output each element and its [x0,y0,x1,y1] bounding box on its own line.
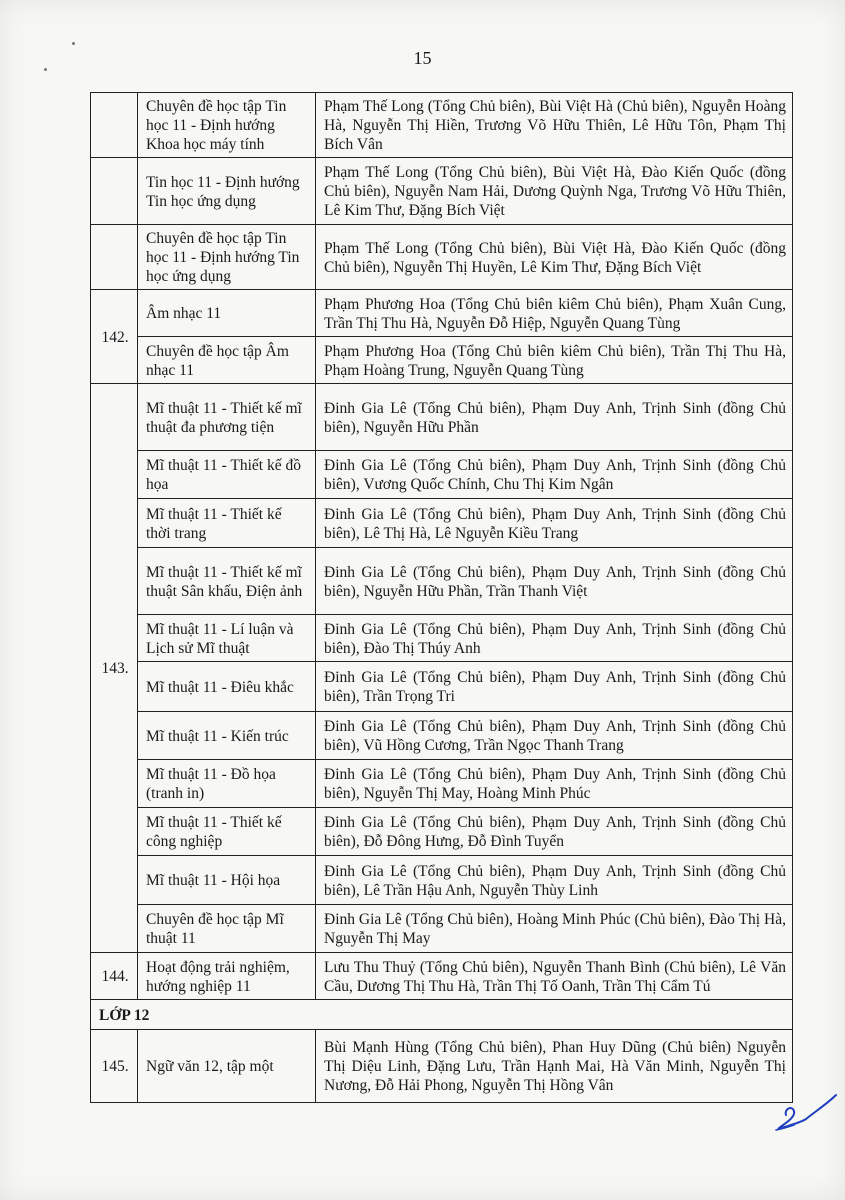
table-row [91,384,793,451]
book-authors: Đinh Gia Lê (Tổng Chủ biên), Phạm Duy Anh, Trịnh Sinh (đồng Chủ biên), Nguyễn Hữu Phần, Trần Thanh Việt [316,548,793,615]
table-row [91,905,793,953]
table-row [91,856,793,905]
table-row [91,158,793,225]
row-number: 142. [91,290,138,384]
page-number: 15 [413,48,432,68]
book-title: Mĩ thuật 11 - Đồ họa (tranh in) [138,760,316,808]
textbook-table [90,92,793,1103]
book-authors: Bùi Mạnh Hùng (Tổng Chủ biên), Phan Huy Dũng (Chủ biên) Nguyễn Thị Diệu Linh, Đặng Lưu, Trần Hạnh Mai, Hà Văn Minh, Nguyễn Thị Nương, Đỗ Hải Phong, Nguyễn Thị Hồng Vân [316,1030,793,1103]
table-row [91,808,793,856]
row-number [91,158,138,225]
table-row [91,615,793,662]
book-title: Chuyên đề học tập Tin học 11 - Định hướng Tin học ứng dụng [138,225,316,290]
table-row [91,548,793,615]
book-title: Mĩ thuật 11 - Lí luận và Lịch sử Mĩ thuật [138,615,316,662]
book-title: Âm nhạc 11 [138,290,316,337]
row-number: 144. [91,953,138,1000]
book-title: Mĩ thuật 11 - Thiết kế mĩ thuật đa phương tiện [138,384,316,451]
grade-section-heading: LỚP 12 [91,1000,793,1030]
book-title: Mĩ thuật 11 - Kiến trúc [138,712,316,760]
table-row [91,499,793,548]
row-number [91,225,138,290]
book-authors: Đinh Gia Lê (Tổng Chủ biên), Phạm Duy Anh, Trịnh Sinh (đồng Chủ biên), Lê Trần Hậu Anh, Nguyễn Thùy Linh [316,856,793,905]
book-authors: Phạm Thế Long (Tổng Chủ biên), Bùi Việt Hà, Đào Kiến Quốc (đồng Chủ biên), Nguyễn Thị Huyền, Lê Kim Thư, Đặng Bích Việt [316,225,793,290]
scan-speck [72,42,75,45]
table-row [91,225,793,290]
book-authors: Đinh Gia Lê (Tổng Chủ biên), Phạm Duy Anh, Trịnh Sinh (đồng Chủ biên), Lê Thị Hà, Lê Nguyễn Kiều Trang [316,499,793,548]
book-title: Mĩ thuật 11 - Hội họa [138,856,316,905]
row-number: 145. [91,1030,138,1103]
section-row [91,1000,793,1030]
book-authors: Đinh Gia Lê (Tổng Chủ biên), Phạm Duy Anh, Trịnh Sinh (đồng Chủ biên), Đào Thị Thúy Anh [316,615,793,662]
book-title: Ngữ văn 12, tập một [138,1030,316,1103]
book-authors: Đinh Gia Lê (Tổng Chủ biên), Phạm Duy Anh, Trịnh Sinh (đồng Chủ biên), Trần Trọng Tri [316,662,793,712]
book-authors: Đinh Gia Lê (Tổng Chủ biên), Phạm Duy Anh, Trịnh Sinh (đồng Chủ biên), Nguyễn Thị May, Hoàng Minh Phúc [316,760,793,808]
table-row [91,953,793,1000]
book-title: Mĩ thuật 11 - Thiết kế mĩ thuật Sân khấu, Điện ảnh [138,548,316,615]
book-title: Mĩ thuật 11 - Điêu khắc [138,662,316,712]
book-authors: Đinh Gia Lê (Tổng Chủ biên), Phạm Duy Anh, Trịnh Sinh (đồng Chủ biên), Nguyễn Hữu Phần [316,384,793,451]
book-authors: Phạm Thế Long (Tổng Chủ biên), Bùi Việt Hà, Đào Kiến Quốc (đồng Chủ biên), Nguyễn Nam Hải, Dương Quỳnh Nga, Trương Võ Hữu Thiên, Lê Kim Thư, Đặng Bích Việt [316,158,793,225]
row-number [91,93,138,158]
book-title: Chuyên đề học tập Âm nhạc 11 [138,337,316,384]
book-title: Mĩ thuật 11 - Thiết kế đồ họa [138,451,316,499]
book-authors: Phạm Phương Hoa (Tổng Chủ biên kiêm Chủ biên), Phạm Xuân Cung, Trần Thị Thu Hà, Nguyễn Đỗ Hiệp, Nguyễn Quang Tùng [316,290,793,337]
book-authors: Đinh Gia Lê (Tổng Chủ biên), Phạm Duy Anh, Trịnh Sinh (đồng Chủ biên), Vương Quốc Chính, Chu Thị Kim Ngân [316,451,793,499]
book-title: Hoạt động trải nghiệm, hướng nghiệp 11 [138,953,316,1000]
table-row [91,712,793,760]
book-authors: Đinh Gia Lê (Tổng Chủ biên), Phạm Duy Anh, Trịnh Sinh (đồng Chủ biên), Vũ Hồng Cương, Trần Ngọc Thanh Trang [316,712,793,760]
row-number: 143. [91,384,138,953]
book-title: Mĩ thuật 11 - Thiết kế công nghiệp [138,808,316,856]
book-title: Chuyên đề học tập Mĩ thuật 11 [138,905,316,953]
table-row [91,337,793,384]
table-row [91,451,793,499]
book-authors: Đinh Gia Lê (Tổng Chủ biên), Hoàng Minh Phúc (Chủ biên), Đào Thị Hà, Nguyễn Thị May [316,905,793,953]
book-authors: Phạm Thế Long (Tổng Chủ biên), Bùi Việt Hà (Chủ biên), Nguyễn Hoàng Hà, Nguyễn Thị Hiền, Trương Võ Hữu Thiên, Lê Hữu Tôn, Phạm Thị Bích Vân [316,93,793,158]
signature-mark [770,1085,840,1135]
book-authors: Đinh Gia Lê (Tổng Chủ biên), Phạm Duy Anh, Trịnh Sinh (đồng Chủ biên), Đỗ Đông Hưng, Đỗ Đình Tuyển [316,808,793,856]
book-authors: Lưu Thu Thuỷ (Tổng Chủ biên), Nguyễn Thanh Bình (Chủ biên), Lê Văn Cầu, Dương Thị Thu Hà, Trần Thị Tố Oanh, Trần Thị Cẩm Tú [316,953,793,1000]
book-title: Chuyên đề học tập Tin học 11 - Định hướng Khoa học máy tính [138,93,316,158]
table-row [91,290,793,337]
table-row [91,662,793,712]
table-row [91,93,793,158]
book-authors: Phạm Phương Hoa (Tổng Chủ biên kiêm Chủ biên), Trần Thị Thu Hà, Phạm Hoàng Trung, Nguyễn Quang Tùng [316,337,793,384]
table-row [91,1030,793,1103]
book-title: Mĩ thuật 11 - Thiết kế thời trang [138,499,316,548]
book-title: Tin học 11 - Định hướng Tin học ứng dụng [138,158,316,225]
table-row [91,760,793,808]
